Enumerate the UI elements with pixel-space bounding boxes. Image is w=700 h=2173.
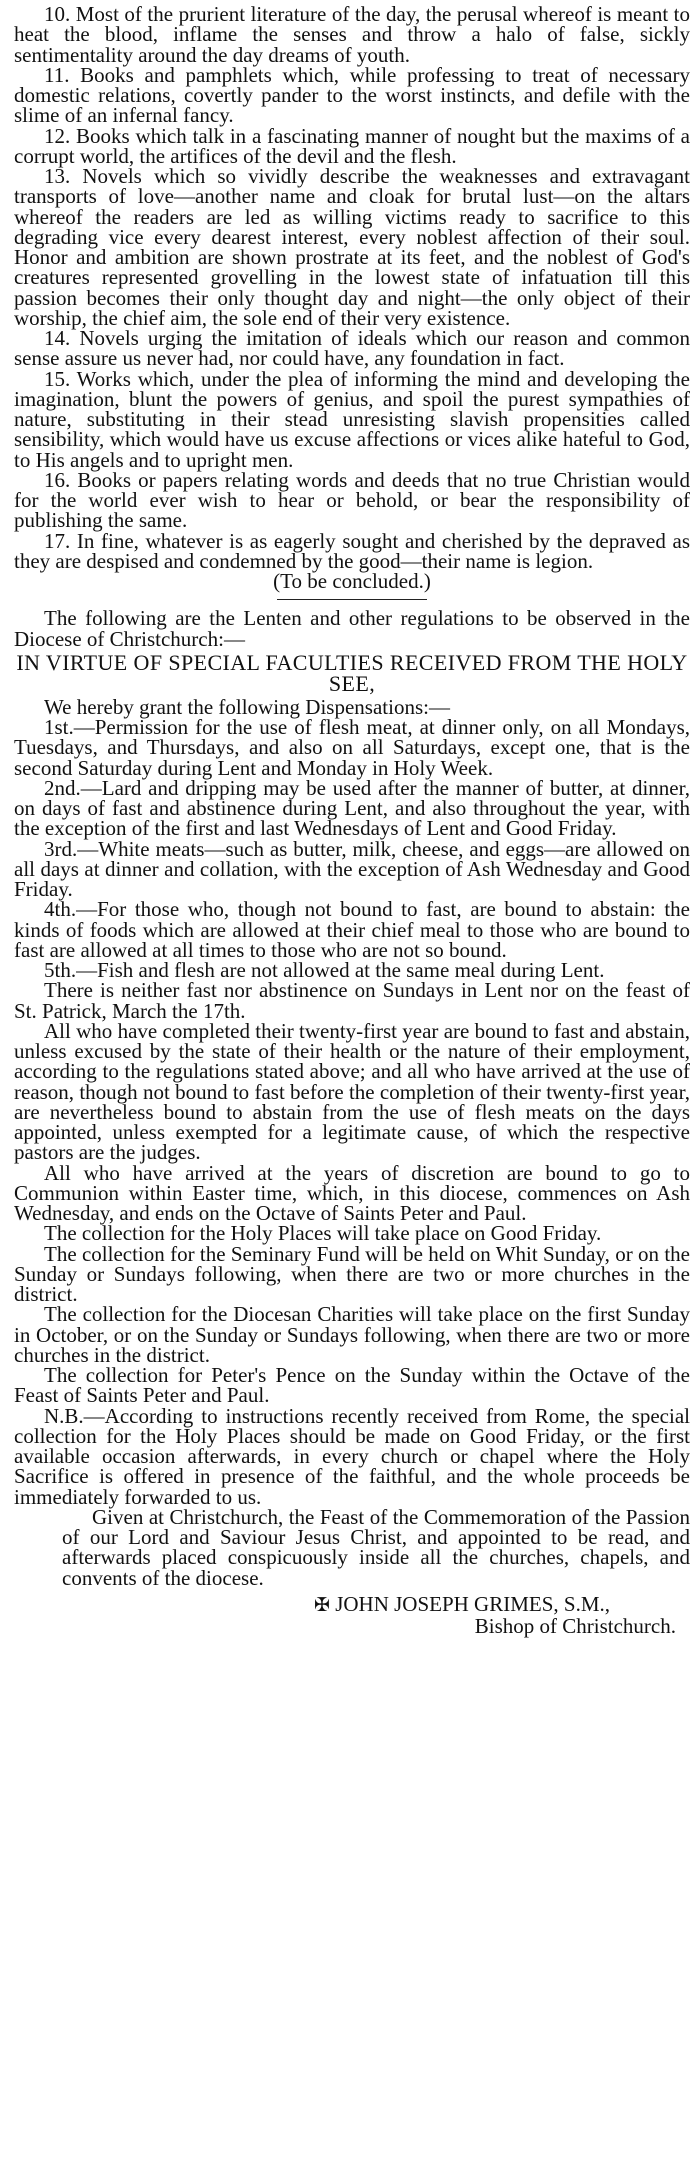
signature-title: Bishop of Christchurch. [474,1614,676,1638]
sundays-paragraph: There is neither fast nor abstinence on Sundays in Lent nor on the feast of St. Patrick, March the 17th. [14,978,690,1023]
section-divider [277,599,427,600]
list-item-17: 17. In fine, whatever is as eagerly sought and cherished by the depraved as they are despised and condemned by the good—their name is legion. [14,528,690,573]
dispensation-4: 4th.—For those who, though not bound to fast, are bound to abstain: the kinds of foods which are allowed at their chief meal to those who are bound to fast are allowed at all times to those who are not so bound. [14,897,690,962]
signature-name: JOHN JOSEPH GRIMES, S.M., [335,1591,610,1616]
cross-icon: ✠ [314,1594,330,1616]
list-item-15: 15. Works which, under the plea of informing the mind and developing the imagination, blunt the powers of genius, and spoil the purest sympathies of nature, substituting in their stead unresisting slavish propensities called sensibility, which would have us excuse affections or vices alike hateful to God, to His angels and to upright men. [14,366,690,472]
regulations-heading: IN VIRTUE OF SPECIAL FACULTIES RECEIVED FROM THE HOLY SEE, [16,649,688,696]
nota-bene-paragraph: N.B.—According to instructions recently received from Rome, the special collection for the Holy Places should be made on Good Friday, or the first available occasion afterwards, in every church or chapel where the Holy Sacrifice is offered in presence of the faithful, and the whole proceeds be immediately forwarded to us. [14,1403,690,1509]
fasting-age-paragraph: All who have completed their twenty-first year are bound to fast and abstain, unless excused by the state of their health or the nature of their employment, according to the regulations stated above; and all who have arrived at the use of reason, though not bound to fast before the completion of their twenty-first year, are nevertheless bound to abstain from the use of flesh meats on the days appointed, unless exempted for a legitimate cause, of which the respective pastors are the judges. [14,1018,690,1165]
regulations-intro: The following are the Lenten and other regulations to be observed in the Diocese of Christchurch:— [14,606,690,651]
dispensation-1: 1st.—Permission for the use of flesh meat, at dinner only, on all Mondays, Tuesdays, and Thursdays, and also on all Saturdays, except one, that is the second Saturday during Lent and Monday in Holy Week. [14,715,690,780]
list-item-13: 13. Novels which so vividly describe the weaknesses and extravagant transports of love—another name and cloak for brutal lust—on the altars whereof the readers are led as willing victims ready to sacrifice to this degrading vice every dearest interest, every noblest affection of their soul. Honor and ambition are shown prostrate at its feet, and the noblest of God's creatures represented grovelling in the lowest state of infatuation till this passion becomes their only thought day and night—the only object of their worship, the chief aim, the sole end of their very existence. [14,164,690,330]
dispensation-3: 3rd.—White meats—such as butter, milk, cheese, and eggs—are allowed on all days at dinner and collation, with the exception of Ash Wednesday and Good Friday. [14,836,690,901]
list-item-11: 11. Books and pamphlets which, while professing to treat of necessary domestic relations, covertly pander to the worst instincts, and defile with the slime of an infernal fancy. [14,62,690,128]
seminary-fund-collection: The collection for the Seminary Fund will be held on Whit Sunday, or on the Sunday or Sundays following, when there are two or more churches in the district. [14,1241,690,1306]
holy-places-collection: The collection for the Holy Places will take place on Good Friday. [44,1221,602,1246]
list-item-12: 12. Books which talk in a fascinating manner of nought but the maxims of a corrupt world, the artifices of the devil and the flesh. [14,123,690,168]
to-be-concluded: (To be concluded.) [273,569,431,593]
dispensation-5: 5th.—Fish and flesh are not allowed at the same meal during Lent. [44,958,605,982]
list-item-14: 14. Novels urging the imitation of ideals which our reason and common sense assure us never had, nor could have, any foundation in fact. [14,326,690,371]
peters-pence-collection: The collection for Peter's Pence on the Sunday within the Octave of the Feast of Saints Peter and Paul. [14,1363,690,1408]
signature-line [14,1591,690,1616]
list-item-10: 10. Most of the prurient literature of the day, the perusal whereof is meant to heat the blood, inflame the senses and throw a halo of false, sickly sentimentality around the day dreams of youth. [14,2,690,67]
dispensations-grant: We hereby grant the following Dispensations:— [44,694,450,719]
diocesan-charities-collection: The collection for the Diocesan Charities will take place on the first Sunday in October, or on the Sunday or Sundays following, when there are two or more churches in the district. [14,1302,690,1367]
list-item-16: 16. Books or papers relating words and deeds that no true Christian would for the world ever wish to hear or behold, or bear the responsibility of publishing the same. [14,467,690,533]
easter-communion-paragraph: All who have arrived at the years of discretion are bound to go to Communion within Easter time, which, in this diocese, commences on Ash Wednesday, and ends on the Octave of Saints Peter and Paul. [14,1160,690,1225]
given-at-paragraph: Given at Christchurch, the Feast of the Commemoration of the Passion of our Lord and Saviour Jesus Christ, and appointed to be read, and afterwards placed conspicuously inside all the churches, chapels, and convents of the diocese. [62,1504,690,1590]
dispensation-2: 2nd.—Lard and dripping may be used after the manner of butter, at dinner, on days of fast and abstinence during Lent, and also throughout the year, with the exception of the first and last Wednesdays of Lent and Good Friday. [14,775,690,841]
